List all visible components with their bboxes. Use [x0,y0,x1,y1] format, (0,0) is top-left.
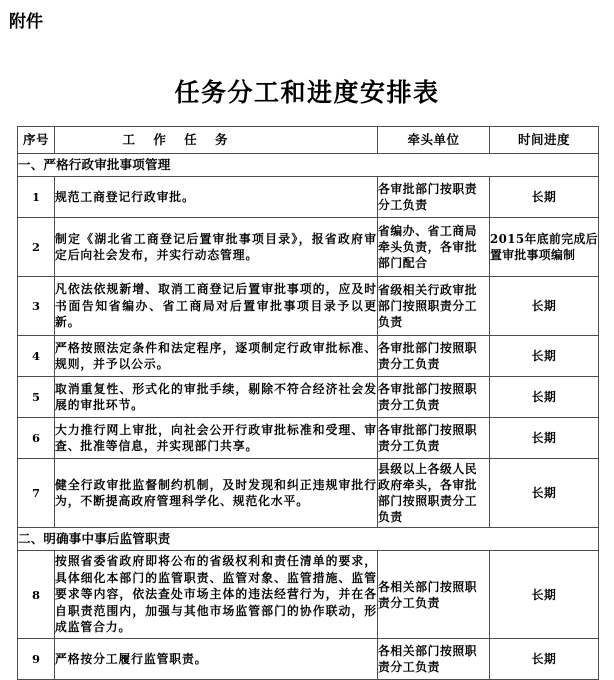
row-task: 凡依法依规新增、取消工商登记后置审批事项的，应及时书面告知省编办、省工商局对后置审批事项目录予以更新。 [55,277,378,336]
row-task: 严格按照法定条件和法定程序，逐项制定行政审批标准、规则，并予以公示。 [55,336,378,377]
section-heading-1: 一、严格行政审批事项管理 [18,154,599,177]
row-unit: 县级以上各级人民政府牵头，各审批部门按照职责分工负责 [378,459,490,528]
table-row [18,177,599,218]
table-row [18,277,599,336]
column-header-task-label: 工 作 任 务 [122,132,235,147]
table-row [18,418,599,459]
section-heading-row-1 [18,154,599,177]
row-task: 健全行政审批监督制约机制，及时发现和纠正违规审批行为，不断提高政府管理科学化、规范化水平。 [55,459,378,528]
row-number: 5 [18,377,55,418]
row-unit: 省编办、省工商局牵头负责，各审批部门配合 [378,218,490,277]
row-time: 长期 [490,459,599,528]
section-heading-row-2 [18,528,599,551]
row-number: 8 [18,551,55,639]
row-task: 制定《湖北省工商登记后置审批事项目录》，报省政府审定后向社会发布，并实行动态管理。 [55,218,378,277]
row-unit: 省级相关行政审批部门按照职责分工负责 [378,277,490,336]
row-time: 长期 [490,551,599,639]
table-row [18,336,599,377]
row-unit: 各相关部门按照职责分工负责 [378,639,490,680]
section-heading-2: 二、明确事中事后监管职责 [18,528,599,551]
table-header-row [18,127,599,154]
task-table-container [17,126,598,680]
table-row [18,639,599,680]
row-time: 长期 [490,418,599,459]
row-task: 严格按分工履行监管职责。 [55,639,378,680]
page-title: 任务分工和进度安排表 [174,78,440,107]
row-time: 长期 [490,277,599,336]
row-task: 规范工商登记行政审批。 [55,177,378,218]
table-body [18,127,599,680]
row-task: 大力推行网上审批，向社会公开行政审批标准和受理、审查、批准等信息，并实现部门共享。 [55,418,378,459]
row-number: 7 [18,459,55,528]
table-row [18,377,599,418]
table-row [18,551,599,639]
table-row [18,459,599,528]
column-header-unit: 牵头单位 [378,127,490,154]
table-row [18,218,599,277]
row-number: 9 [18,639,55,680]
row-number: 4 [18,336,55,377]
attachment-label: 附件 [9,12,43,32]
row-number: 1 [18,177,55,218]
row-time: 长期 [490,177,599,218]
row-number: 2 [18,218,55,277]
row-unit: 各相关部门按照职责分工负责 [378,551,490,639]
row-time: 长期 [490,377,599,418]
column-header-task [55,127,378,154]
row-time: 2015年底前完成后置审批事项编制 [490,218,599,277]
task-assignment-table [17,126,599,680]
row-unit: 各审批部门按照职责分工负责 [378,336,490,377]
column-header-time: 时间进度 [490,127,599,154]
row-task: 按照省委省政府即将公布的省级权利和责任清单的要求，具体细化本部门的监管职责、监管对象、监管措施、监管要求等内容，依法查处市场主体的违法经营行为，并在各自职责范围内，加强与其他市场监管部门的协作联动，形成监管合力。 [55,551,378,639]
row-number: 6 [18,418,55,459]
row-time: 长期 [490,639,599,680]
row-number: 3 [18,277,55,336]
column-header-no: 序号 [18,127,55,154]
row-unit: 各审批部门按照职责分工负责 [378,418,490,459]
row-unit: 各审批部门按职责分工负责 [378,177,490,218]
row-unit: 各审批部门按照职责分工负责 [378,377,490,418]
row-time: 长期 [490,336,599,377]
row-task: 取消重复性、形式化的审批手续，剔除不符合经济社会发展的审批环节。 [55,377,378,418]
